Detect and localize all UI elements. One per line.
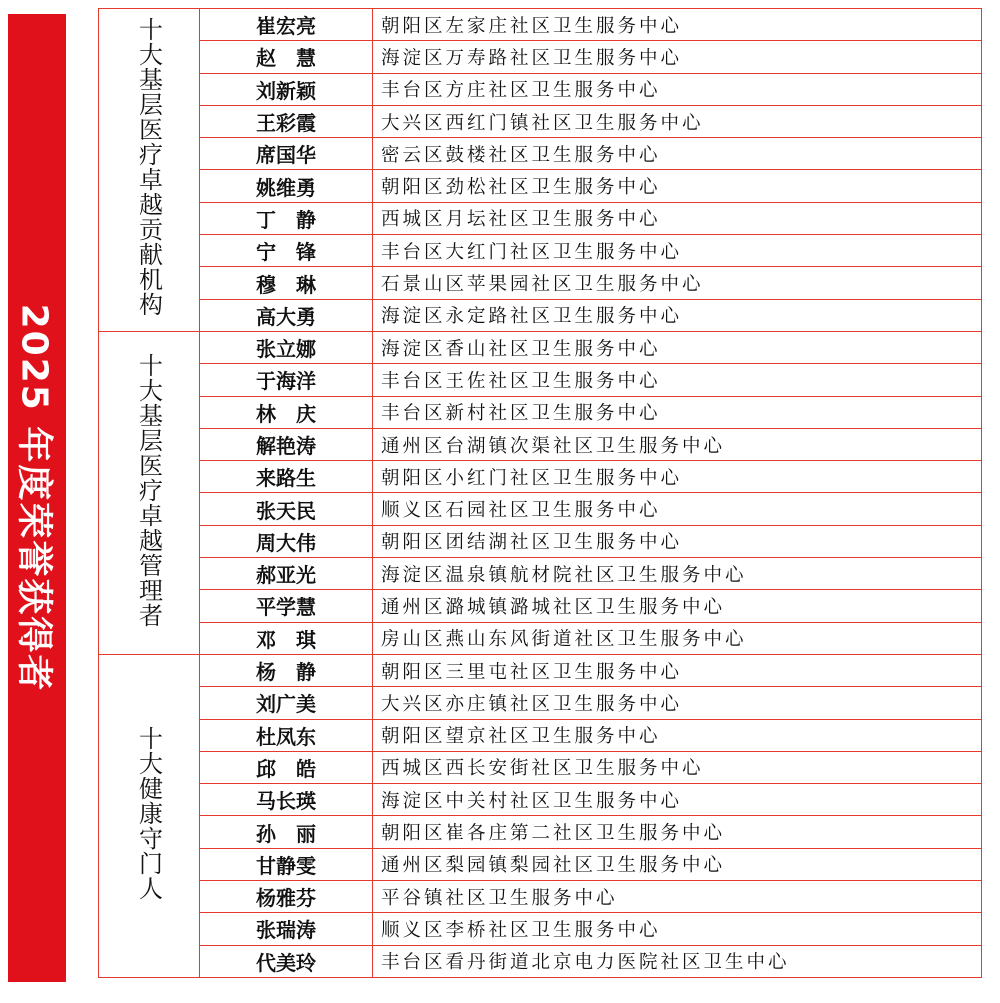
recipient-name: 崔宏亮 [200,9,373,41]
category-cell [99,9,200,332]
table-row [99,202,982,234]
recipient-name: 邓 琪 [200,622,373,654]
recipient-organization: 大兴区亦庄镇社区卫生服务中心 [373,687,982,719]
recipient-organization: 房山区燕山东风街道社区卫生服务中心 [373,622,982,654]
table-row [99,299,982,331]
recipient-name: 林 庆 [200,396,373,428]
table-row [99,848,982,880]
recipient-name: 来路生 [200,461,373,493]
recipient-organization: 朝阳区崔各庄第二社区卫生服务中心 [373,816,982,848]
table-row [99,751,982,783]
table-row [99,428,982,460]
awards-table-body [99,9,982,978]
recipient-organization: 密云区鼓楼社区卫生服务中心 [373,138,982,170]
table-row [99,525,982,557]
recipient-name: 刘广美 [200,687,373,719]
recipient-organization: 海淀区香山社区卫生服务中心 [373,331,982,363]
table-row [99,881,982,913]
recipient-name: 杨雅芬 [200,881,373,913]
table-row [99,654,982,686]
recipient-organization: 朝阳区团结湖社区卫生服务中心 [373,525,982,557]
recipient-organization: 海淀区温泉镇航材院社区卫生服务中心 [373,558,982,590]
recipient-organization: 通州区梨园镇梨园社区卫生服务中心 [373,848,982,880]
recipient-organization: 海淀区永定路社区卫生服务中心 [373,299,982,331]
recipient-organization: 朝阳区三里屯社区卫生服务中心 [373,654,982,686]
table-row [99,73,982,105]
recipient-organization: 通州区台湖镇次渠社区卫生服务中心 [373,428,982,460]
recipient-name: 郝亚光 [200,558,373,590]
recipient-name: 刘新颖 [200,73,373,105]
table-row [99,590,982,622]
table-row [99,816,982,848]
category-cell [99,654,200,977]
table-row [99,364,982,396]
table-row [99,784,982,816]
category-label: 十大基层医疗卓越贡献机构 [134,17,163,318]
table-row [99,719,982,751]
title-banner [8,14,66,982]
recipient-name: 席国华 [200,138,373,170]
table-row [99,687,982,719]
recipient-name: 平学慧 [200,590,373,622]
category-label: 十大健康守门人 [134,725,163,901]
recipient-name: 张瑞涛 [200,913,373,945]
table-row [99,41,982,73]
recipient-name: 丁 静 [200,202,373,234]
recipient-name: 代美玲 [200,945,373,977]
recipient-organization: 海淀区中关村社区卫生服务中心 [373,784,982,816]
recipient-name: 于海洋 [200,364,373,396]
recipient-name: 马长瑛 [200,784,373,816]
recipient-organization: 丰台区方庄社区卫生服务中心 [373,73,982,105]
table-row [99,913,982,945]
recipient-organization: 丰台区新村社区卫生服务中心 [373,396,982,428]
recipient-organization: 通州区潞城镇潞城社区卫生服务中心 [373,590,982,622]
table-row [99,945,982,977]
recipient-organization: 丰台区大红门社区卫生服务中心 [373,235,982,267]
table-row [99,461,982,493]
recipient-name: 姚维勇 [200,170,373,202]
recipient-organization: 朝阳区小红门社区卫生服务中心 [373,461,982,493]
recipient-organization: 朝阳区左家庄社区卫生服务中心 [373,9,982,41]
recipient-name: 孙 丽 [200,816,373,848]
recipient-organization: 石景山区苹果园社区卫生服务中心 [373,267,982,299]
category-cell [99,331,200,654]
recipient-name: 杜凤东 [200,719,373,751]
recipient-organization: 海淀区万寿路社区卫生服务中心 [373,41,982,73]
recipient-organization: 平谷镇社区卫生服务中心 [373,881,982,913]
recipient-organization: 丰台区王佐社区卫生服务中心 [373,364,982,396]
table-row [99,235,982,267]
recipient-name: 穆 琳 [200,267,373,299]
table-row [99,558,982,590]
recipient-organization: 顺义区李桥社区卫生服务中心 [373,913,982,945]
table-row [99,138,982,170]
recipient-organization: 朝阳区望京社区卫生服务中心 [373,719,982,751]
table-row [99,396,982,428]
table-row [99,622,982,654]
awards-table [98,8,982,978]
category-label: 十大基层医疗卓越管理者 [134,352,163,628]
recipient-name: 高大勇 [200,299,373,331]
recipient-organization: 西城区月坛社区卫生服务中心 [373,202,982,234]
table-row [99,331,982,363]
recipient-organization: 大兴区西红门镇社区卫生服务中心 [373,105,982,137]
recipient-name: 甘静雯 [200,848,373,880]
recipient-name: 周大伟 [200,525,373,557]
table-row [99,493,982,525]
recipient-organization: 顺义区石园社区卫生服务中心 [373,493,982,525]
recipient-organization: 朝阳区劲松社区卫生服务中心 [373,170,982,202]
table-row [99,9,982,41]
recipient-organization: 丰台区看丹街道北京电力医院社区卫生中心 [373,945,982,977]
recipient-name: 解艳涛 [200,428,373,460]
recipient-name: 王彩霞 [200,105,373,137]
recipient-organization: 西城区西长安街社区卫生服务中心 [373,751,982,783]
table-row [99,267,982,299]
recipient-name: 宁 锋 [200,235,373,267]
recipient-name: 邱 皓 [200,751,373,783]
recipient-name: 张天民 [200,493,373,525]
banner-title: 2025 年度荣誉获得者 [13,303,55,693]
recipient-name: 张立娜 [200,331,373,363]
recipient-name: 杨 静 [200,654,373,686]
table-row [99,105,982,137]
table-row [99,170,982,202]
recipient-name: 赵 慧 [200,41,373,73]
